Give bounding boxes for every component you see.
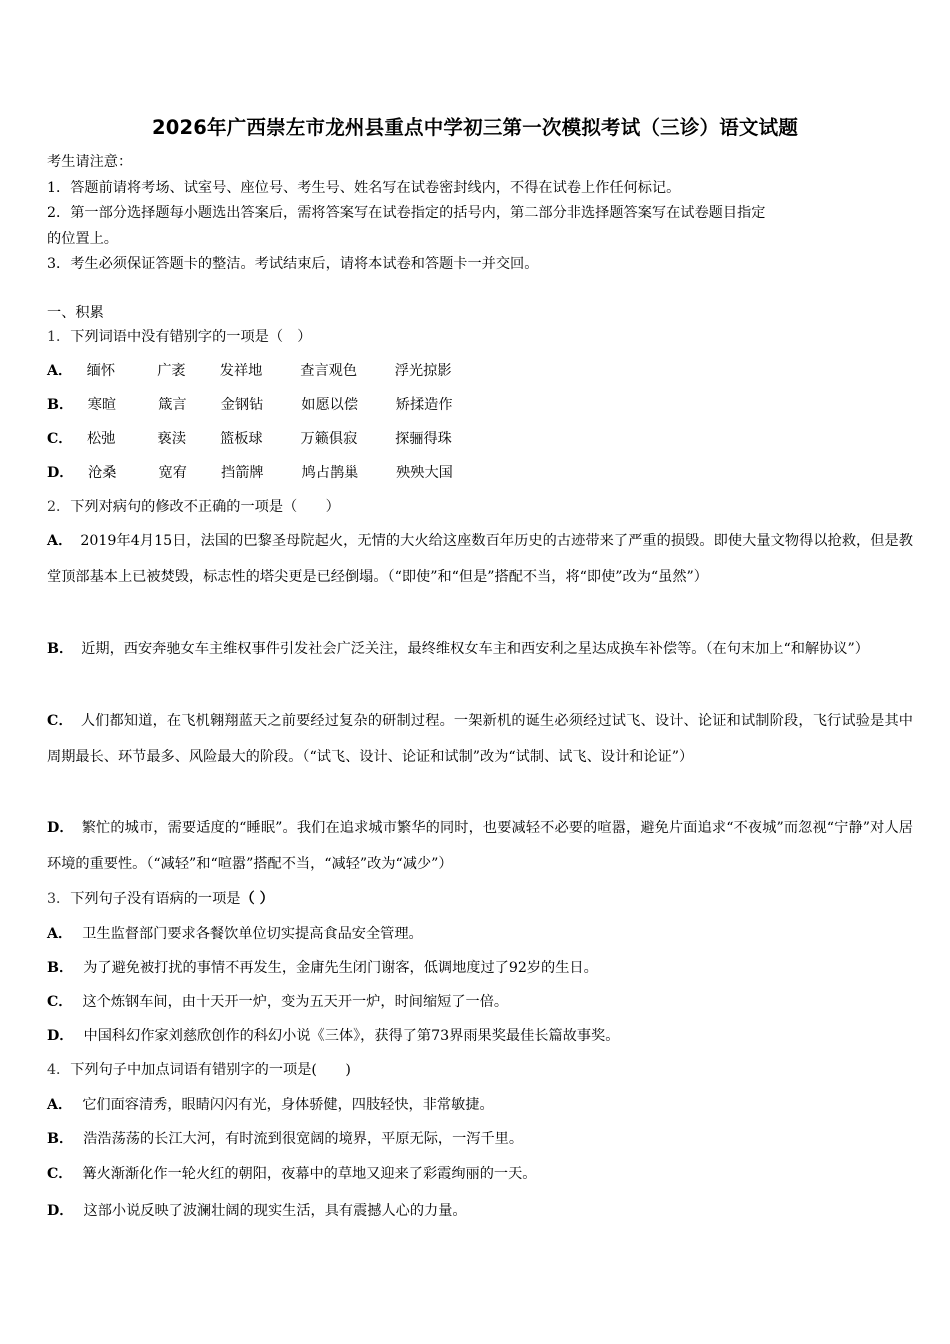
- question-text: 下列词语中没有错别字的一项是（ ）: [70, 329, 312, 345]
- q1-option-b: [47, 394, 453, 414]
- question-text: 下列句子没有语病的一项是: [70, 891, 241, 907]
- q4-option-a: [47, 1094, 494, 1114]
- option-word: 篮板球: [220, 431, 263, 447]
- option-word: 金钢钻: [220, 397, 264, 413]
- q3-option-d: [47, 1025, 619, 1045]
- q1-option-c: [47, 428, 452, 448]
- option-letter: B．: [47, 397, 74, 413]
- question-number: 1．: [47, 329, 71, 345]
- q3-option-a: [47, 923, 423, 943]
- option-letter: D．: [47, 1203, 74, 1219]
- q2-option-b: [47, 631, 913, 667]
- option-letter: C．: [47, 431, 73, 447]
- option-letter: A．: [47, 1097, 73, 1113]
- option-letter: C．: [47, 1166, 73, 1182]
- option-word: 宽宥: [158, 465, 187, 481]
- option-word: 广袤: [157, 363, 186, 379]
- question-text: 下列句子中加点词语有错别字的一项是( ): [70, 1062, 351, 1078]
- option-word: 挡箭牌: [221, 465, 264, 481]
- notice-block: [47, 150, 907, 278]
- q4-option-c: [47, 1163, 537, 1183]
- question-3-stem: [47, 888, 274, 908]
- option-letter: D．: [47, 1028, 74, 1044]
- section-heading: 一、积累: [47, 305, 104, 321]
- option-letter: D．: [47, 820, 74, 836]
- option-word: 寒暄: [87, 397, 117, 413]
- option-word: 发祥地: [219, 363, 263, 379]
- q1-option-d: [47, 462, 453, 482]
- notice-item: 1．答题前请将考场、试室号、座位号、考生号、姓名写在试卷密封线内，不得在试卷上作任何标记。: [47, 179, 681, 196]
- option-text: 近期，西安奔驰女车主维权事件引发社会广泛关注，最终维权女车主和西安利之星达成换车补偿等。（在句末加上“和解协议”）: [81, 641, 869, 657]
- q4-option-d: [47, 1200, 467, 1220]
- option-word: 鸠占鹊巢: [301, 465, 359, 481]
- option-word: 查言观色: [300, 363, 358, 379]
- option-text: 2019年4月15日，法国的巴黎圣母院起火，无情的大火给这座数百年历史的古迹带来了严重的损毁。即使大量文物得以抢救，但是教堂顶部基本上已被焚毁，标志性的塔尖更是已经倒塌。（“即使”和“但是”搭配不当，将“即使”改为“虽然”）: [47, 533, 913, 585]
- option-text: 篝火渐渐化作一轮火红的朝阳，夜幕中的草地又迎来了彩霞绚丽的一天。: [82, 1166, 537, 1182]
- question-4-stem: [47, 1059, 351, 1079]
- option-word: 探骊得珠: [395, 431, 452, 447]
- option-word: 沧桑: [88, 465, 117, 481]
- q2-option-a: [47, 523, 913, 595]
- notice-heading: 考生请注意：: [47, 154, 133, 170]
- question-1-stem: [47, 326, 311, 346]
- option-text: 中国科幻作家刘慈欣创作的科幻小说《三体》，获得了第73界雨果奖最佳长篇故事奖。: [83, 1028, 620, 1044]
- answer-bracket: （ ）: [240, 891, 274, 907]
- option-letter: A．: [47, 363, 73, 379]
- q3-option-b: [47, 957, 598, 977]
- option-word: 箴言: [158, 397, 187, 413]
- question-number: 3．: [47, 891, 71, 907]
- notice-item: 3．考生必须保证答题卡的整洁。考试结束后，请将本试卷和答题卡一并交回。: [47, 256, 539, 272]
- q1-option-a: [47, 360, 452, 380]
- question-text: 下列对病句的修改不正确的一项是（ ）: [70, 499, 340, 515]
- option-word: 缅怀: [86, 363, 116, 379]
- option-letter: B．: [47, 960, 74, 976]
- option-letter: A．: [47, 533, 73, 549]
- option-letter: D．: [47, 465, 74, 481]
- option-letter: B．: [47, 641, 74, 657]
- question-2-stem: [47, 496, 340, 516]
- option-letter: C．: [47, 994, 73, 1010]
- option-word: 万籁俱寂: [300, 431, 358, 447]
- option-text: 浩浩荡荡的长江大河，有时流到很宽阔的境界，平原无际，一泻千里。: [83, 1131, 524, 1147]
- option-letter: A．: [47, 926, 73, 942]
- option-word: 如愿以偿: [301, 397, 359, 413]
- q4-option-b: [47, 1128, 523, 1148]
- notice-item: 2．第一部分选择题每小题选出答案后，需将答案写在试卷指定的括号内，第二部分非选择题答案写在试卷题目指定: [47, 205, 766, 221]
- option-word: 殃殃大国: [396, 465, 453, 481]
- option-word: 矫揉造作: [395, 397, 453, 413]
- question-number: 4．: [47, 1062, 71, 1078]
- option-word: 浮光掠影: [394, 363, 452, 379]
- option-text: 卫生监督部门要求各餐饮单位切实提高食品安全管理。: [82, 926, 423, 942]
- notice-item: 的位置上。: [47, 230, 118, 247]
- option-text: 它们面容清秀，眼睛闪闪有光，身体骄健，四肢轻快，非常敏捷。: [82, 1097, 494, 1113]
- exam-title: 2026年广西崇左市龙州县重点中学初三第一次模拟考试（三诊）语文试题: [151, 116, 799, 139]
- q3-option-c: [47, 991, 508, 1011]
- q2-option-c: [47, 703, 913, 775]
- option-text: 这个炼钢车间，由十天开一炉，变为五天开一炉，时间缩短了一倍。: [82, 994, 509, 1010]
- option-text: 为了避免被打扰的事情不再发生，金庸先生闭门谢客，低调地度过了92岁的生日。: [83, 960, 598, 976]
- option-letter: B．: [47, 1131, 74, 1147]
- question-number: 2．: [47, 499, 71, 515]
- q2-option-d: [47, 810, 913, 882]
- option-text: 这部小说反映了波澜壮阔的现实生活，具有震撼人心的力量。: [83, 1203, 467, 1219]
- option-text: 繁忙的城市，需要适度的“睡眠”。我们在追求城市繁华的同时，也要减轻不必要的喧嚣，避免片面追求“不夜城”而忽视“宁静”对人居环境的重要性。（“减轻”和“喧嚣”搭配不当，“减轻”改为“减少”）: [47, 820, 913, 872]
- option-word: 松弛: [87, 431, 116, 447]
- option-text: 人们都知道，在飞机翱翔蓝天之前要经过复杂的研制过程。一架新机的诞生必须经过试飞、设计、论证和试制阶段，飞行试验是其中周期最长、环节最多、风险最大的阶段。（“试飞、设计、论证和试制”改为“试制、试飞、设计和论证”）: [47, 713, 913, 765]
- option-letter: C．: [47, 713, 73, 729]
- option-word: 亵渎: [157, 431, 186, 447]
